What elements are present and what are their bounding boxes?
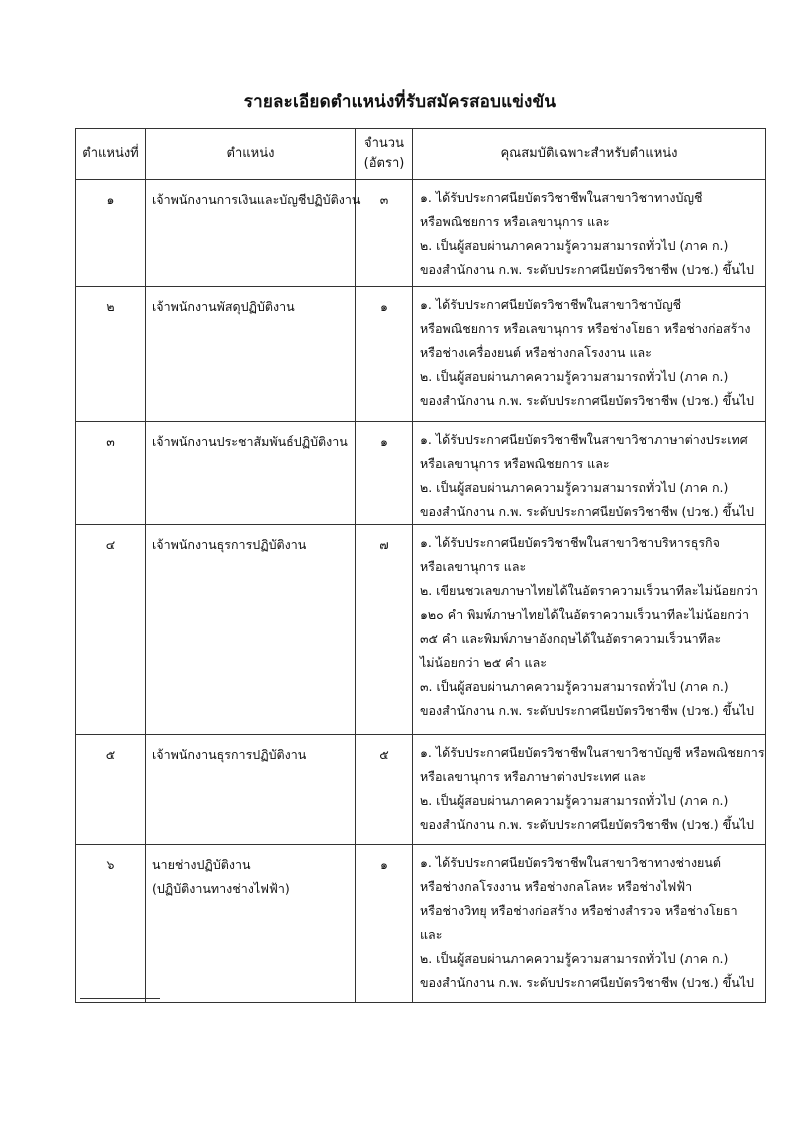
qualification-line: หรือพณิชยการ หรือเลขานุการ หรือช่างโยธา หรือช่างก่อสร้าง	[420, 321, 751, 336]
cell-position-title	[146, 525, 356, 735]
cell-qualifications	[413, 525, 766, 735]
cell-count: ๑	[356, 422, 413, 525]
qualification-line: ๑. ได้รับประกาศนียบัตรวิชาชีพในสาขาวิชาบริหารธุรกิจ	[420, 535, 720, 550]
qualification-line: ๓๕ คำ และพิมพ์ภาษาอังกฤษได้ในอัตราความเร็วนาทีละ	[420, 631, 722, 646]
position-title-line: เจ้าพนักงานประชาสัมพันธ์ปฏิบัติงาน	[152, 434, 348, 449]
cell-position-no: ๕	[76, 735, 146, 845]
footer-rule	[80, 998, 160, 999]
qualification-line: ๑. ได้รับประกาศนียบัตรวิชาชีพในสาขาวิชาบัญชี	[420, 297, 682, 312]
qualification-line: ๒. เป็นผู้สอบผ่านภาคความรู้ความสามารถทั่วไป (ภาค ก.)	[420, 369, 729, 384]
position-title-line: เจ้าพนักงานธุรการปฏิบัติงาน	[152, 747, 307, 762]
qualification-line: หรือพณิชยการ หรือเลขานุการ และ	[420, 214, 610, 229]
cell-count: ๑	[356, 287, 413, 422]
header-qualification: คุณสมบัติเฉพาะสำหรับตำแหน่ง	[413, 129, 766, 180]
qualification-line: ของสำนักงาน ก.พ. ระดับประกาศนียบัตรวิชาชีพ (ปวช.) ขึ้นไป	[420, 393, 754, 408]
cell-position-no: ๖	[76, 845, 146, 1003]
table-row	[76, 845, 766, 1003]
qualification-line: หรือเลขานุการ หรือพณิชยการ และ	[420, 456, 610, 471]
position-title-line: เจ้าพนักงานพัสดุปฏิบัติงาน	[152, 299, 295, 314]
qualification-line: ของสำนักงาน ก.พ. ระดับประกาศนียบัตรวิชาชีพ (ปวช.) ขึ้นไป	[420, 975, 754, 990]
cell-position-title	[146, 180, 361, 287]
cell-position-no: ๒	[76, 287, 146, 422]
cell-position-title	[146, 735, 356, 845]
qualification-line: ๑. ได้รับประกาศนียบัตรวิชาชีพในสาขาวิชาบัญชี หรือพณิชยการ	[420, 745, 765, 760]
qualification-line: ๒. เป็นผู้สอบผ่านภาคความรู้ความสามารถทั่วไป (ภาค ก.)	[420, 480, 729, 495]
cell-position-title	[146, 422, 356, 525]
header-count	[356, 129, 413, 180]
qualification-line: ของสำนักงาน ก.พ. ระดับประกาศนียบัตรวิชาชีพ (ปวช.) ขึ้นไป	[420, 262, 754, 277]
table-row	[76, 422, 766, 525]
cell-position-no: ๓	[76, 422, 146, 525]
cell-position-no: ๑	[76, 180, 146, 287]
cell-qualifications	[413, 845, 766, 1003]
table-row	[76, 735, 766, 845]
cell-position-title	[146, 845, 356, 1003]
cell-qualifications	[413, 180, 766, 287]
qualification-line: ๑. ได้รับประกาศนียบัตรวิชาชีพในสาขาวิชาทางบัญชี	[420, 190, 703, 205]
qualification-line: ๑. ได้รับประกาศนียบัตรวิชาชีพในสาขาวิชาภาษาต่างประเทศ	[420, 432, 748, 447]
qualification-line: หรือช่างเครื่องยนต์ หรือช่างกลโรงงาน และ	[420, 345, 652, 360]
position-title-line: นายช่างปฏิบัติงาน	[152, 857, 251, 872]
table-body	[76, 180, 766, 1003]
qualification-line: หรือเลขานุการ หรือภาษาต่างประเทศ และ	[420, 769, 647, 784]
qualification-line: ๒. เป็นผู้สอบผ่านภาคความรู้ความสามารถทั่วไป (ภาค ก.)	[420, 238, 729, 253]
cell-qualifications	[413, 735, 766, 845]
qualification-line: ๑. ได้รับประกาศนียบัตรวิชาชีพในสาขาวิชาทางช่างยนต์	[420, 855, 722, 870]
header-count-line1: จำนวน	[364, 136, 404, 151]
document-title: รายละเอียดตำแหน่งที่รับสมัครสอบแข่งขัน	[243, 92, 557, 112]
qualification-line: ๓. เป็นผู้สอบผ่านภาคความรู้ความสามารถทั่วไป (ภาค ก.)	[420, 679, 729, 694]
qualification-line: ๒. เป็นผู้สอบผ่านภาคความรู้ความสามารถทั่วไป (ภาค ก.)	[420, 951, 729, 966]
qualification-line: หรือช่างวิทยุ หรือช่างก่อสร้าง หรือช่างสำรวจ หรือช่างโยธา	[420, 903, 738, 918]
position-title-line: เจ้าพนักงานธุรการปฏิบัติงาน	[152, 537, 307, 552]
header-count-line2: (อัตรา)	[363, 156, 405, 171]
cell-count: ๕	[356, 735, 413, 845]
qualification-line: ของสำนักงาน ก.พ. ระดับประกาศนียบัตรวิชาชีพ (ปวช.) ขึ้นไป	[420, 703, 754, 718]
cell-count: ๑	[356, 845, 413, 1003]
qualification-line: ของสำนักงาน ก.พ. ระดับประกาศนียบัตรวิชาชีพ (ปวช.) ขึ้นไป	[420, 817, 754, 832]
qualification-line: ๒. เขียนชวเลขภาษาไทยได้ในอัตราความเร็วนาทีละไม่น้อยกว่า	[420, 583, 758, 598]
qualification-line: ไม่น้อยกว่า ๒๕ คำ และ	[420, 655, 547, 670]
cell-qualifications	[413, 287, 766, 422]
cell-position-title	[146, 287, 356, 422]
qualification-line: และ	[420, 927, 443, 942]
position-title-line: เจ้าพนักงานการเงินและบัญชีปฏิบัติงาน	[152, 192, 361, 207]
cell-qualifications	[413, 422, 766, 525]
cell-count: ๓	[356, 180, 413, 287]
qualification-line: ๑๒๐ คำ พิมพ์ภาษาไทยได้ในอัตราความเร็วนาทีละไม่น้อยกว่า	[420, 607, 749, 622]
qualification-line: หรือช่างกลโรงงาน หรือช่างกลโลหะ หรือช่างไฟฟ้า	[420, 879, 693, 894]
qualification-line: หรือเลขานุการ และ	[420, 559, 527, 574]
cell-position-no: ๔	[76, 525, 146, 735]
table-row	[76, 525, 766, 735]
header-position-no: ตำแหน่งที่	[76, 129, 146, 180]
qualification-line: ของสำนักงาน ก.พ. ระดับประกาศนียบัตรวิชาชีพ (ปวช.) ขึ้นไป	[420, 504, 754, 519]
header-position: ตำแหน่ง	[146, 129, 356, 180]
positions-table	[75, 128, 766, 1003]
cell-count: ๗	[356, 525, 413, 735]
table-row	[76, 180, 766, 287]
qualification-line: ๒. เป็นผู้สอบผ่านภาคความรู้ความสามารถทั่วไป (ภาค ก.)	[420, 793, 729, 808]
table-row	[76, 287, 766, 422]
table-header-row	[76, 129, 766, 180]
position-title-line: (ปฏิบัติงานทางช่างไฟฟ้า)	[152, 881, 290, 896]
